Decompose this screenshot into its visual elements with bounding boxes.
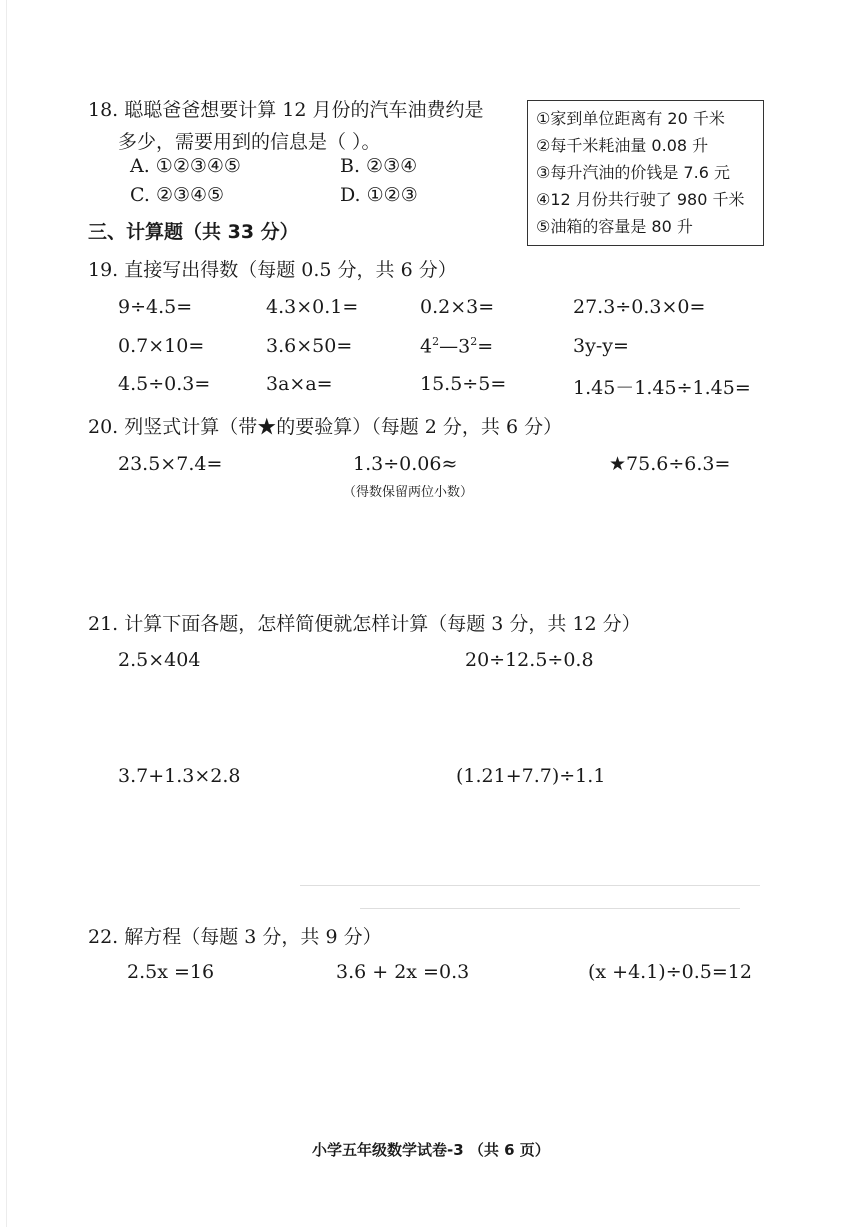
- info-line-3: ③每升汽油的价钱是 7.6 元: [536, 163, 730, 182]
- info-line-2: ②每千米耗油量 0.08 升: [536, 136, 709, 155]
- q21-item-3: 3.7+1.3×2.8: [118, 765, 241, 787]
- q20-item-2: 1.3÷0.06≈: [353, 453, 458, 475]
- power-mid: —3: [439, 335, 471, 358]
- q18-line1: 18. 聪聪爸爸想要计算 12 月份的汽车油费约是: [88, 99, 484, 121]
- power-exp-1: 2: [432, 335, 440, 348]
- q22-equation-3: (x +4.1)÷0.5=12: [588, 961, 752, 983]
- q19-r1c1: 9÷4.5=: [118, 296, 193, 318]
- scan-artifact: [360, 908, 740, 909]
- q20-item-1: 23.5×7.4=: [118, 453, 223, 475]
- info-line-5: ⑤油箱的容量是 80 升: [536, 217, 693, 236]
- q21-item-1: 2.5×404: [118, 649, 201, 671]
- q20-title: 20. 列竖式计算（带★的要验算）（每题 2 分，共 6 分）: [88, 416, 563, 438]
- q21-title: 21. 计算下面各题，怎样简便就怎样计算（每题 3 分，共 12 分）: [88, 613, 641, 635]
- info-line-1: ①家到单位距离有 20 千米: [536, 109, 725, 128]
- q22-equation-2: 3.6 + 2x =0.3: [336, 961, 470, 983]
- info-line-4: ④12 月份共行驶了 980 千米: [536, 190, 745, 209]
- section-3-heading: 三、计算题（共 33 分）: [88, 221, 299, 243]
- scan-artifact: [300, 885, 760, 886]
- q22-title: 22. 解方程（每题 3 分，共 9 分）: [88, 926, 382, 948]
- q18-option-a: A. ①②③④⑤: [130, 155, 241, 177]
- q19-r2c1: 0.7×10=: [118, 335, 205, 357]
- page-footer: 小学五年级数学试卷-3 （共 6 页）: [312, 1141, 550, 1159]
- q19-r2c4: 3y-y=: [573, 335, 629, 357]
- q22-equation-1: 2.5x =16: [127, 961, 215, 983]
- q18-line2: 多少，需要用到的信息是（ ）。: [118, 131, 381, 153]
- q19-r1c4: 27.3÷0.3×0=: [573, 296, 706, 318]
- q20-rounding-note: （得数保留两位小数）: [343, 485, 474, 500]
- q19-r3c4: 1.45－1.45÷1.45=: [573, 377, 751, 399]
- q19-r1c2: 4.3×0.1=: [266, 296, 359, 318]
- q19-r3c2: 3a×a=: [266, 373, 333, 395]
- q19-r3c3: 15.5÷5=: [420, 373, 507, 395]
- q18-option-d: D. ①②③: [340, 184, 418, 206]
- q20-item-3: ★75.6÷6.3=: [609, 453, 731, 475]
- q19-r2c3-power: [420, 335, 493, 357]
- q19-title: 19. 直接写出得数（每题 0.5 分，共 6 分）: [88, 259, 457, 281]
- q18-option-b: B. ②③④: [340, 155, 418, 177]
- q18-info-box: [527, 100, 764, 246]
- power-end: =: [477, 335, 494, 358]
- q21-item-4: (1.21+7.7)÷1.1: [456, 765, 606, 787]
- power-base-1: 4: [420, 335, 433, 358]
- q21-item-2: 20÷12.5÷0.8: [465, 649, 594, 671]
- power-exp-2: 2: [470, 335, 478, 348]
- q18-option-c: C. ②③④⑤: [130, 184, 225, 206]
- scan-edge: [6, 0, 7, 1227]
- q19-r2c2: 3.6×50=: [266, 335, 353, 357]
- q19-r3c1: 4.5÷0.3=: [118, 373, 211, 395]
- q19-r1c3: 0.2×3=: [420, 296, 495, 318]
